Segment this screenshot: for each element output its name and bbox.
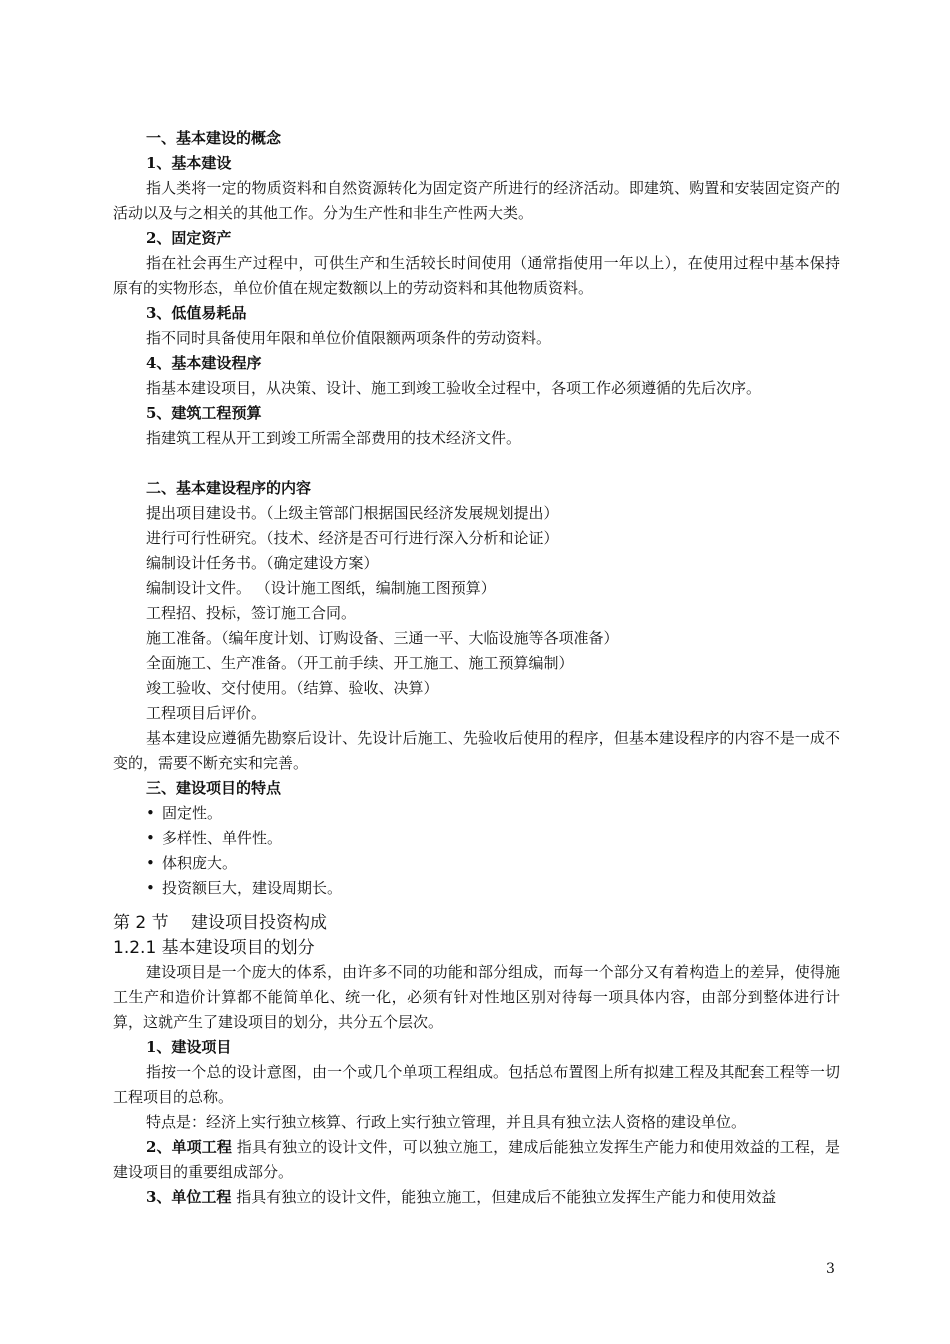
bullet-item — [113, 851, 840, 876]
blank-line — [113, 451, 840, 476]
level-title-inline: 2、单项工程 — [146, 1138, 232, 1156]
section-heading: 一、基本建设的概念 — [146, 129, 282, 147]
chapter-title: 第 2 节 建设项目投资构成 — [113, 913, 328, 933]
procedure-step: 编制设计文件。 （设计施工图纸，编制施工图预算） — [146, 579, 496, 597]
bullet-item — [113, 876, 840, 901]
bullet-text: 多样性、单件性。 — [162, 829, 283, 847]
level-feature: 特点是：经济上实行独立核算、行政上实行独立管理，并且具有独立法人资格的建设单位。 — [146, 1113, 747, 1131]
procedure-step: 编制设计任务书。（确定建设方案） — [146, 554, 379, 572]
bullet-text: 体积庞大。 — [162, 854, 238, 872]
section-heading: 三、建设项目的特点 — [146, 779, 282, 797]
bullet-item — [113, 801, 840, 826]
page-number: 3 — [826, 1261, 835, 1277]
bullet-text: 投资额巨大，建设周期长。 — [162, 879, 343, 897]
level-paragraph — [113, 1135, 840, 1185]
bullet-text: 固定性。 — [162, 804, 223, 822]
procedure-step: 工程招、投标，签订施工合同。 — [146, 604, 357, 622]
term-definition: 指人类将一定的物质资料和自然资源转化为固定资产所进行的经济活动。即建筑、购置和安装固定资产的活动以及与之相关的其他工作。分为生产性和非生产性两大类。 — [113, 179, 840, 222]
level-title-inline: 3、单位工程 — [146, 1188, 232, 1206]
procedure-step: 进行可行性研究。（技术、经济是否可行进行深入分析和论证） — [146, 529, 559, 547]
term-definition: 指不同时具备使用年限和单位价值限额两项条件的劳动资料。 — [146, 329, 552, 347]
term-title: 2、固定资产 — [146, 229, 232, 247]
level-definition-inline: 指具有独立的设计文件，能独立施工，但建成后不能独立发挥生产能力和使用效益 — [231, 1188, 777, 1206]
bullet-icon: • — [146, 829, 155, 847]
procedure-step: 施工准备。（编年度计划、订购设备、三通一平、大临设施等各项准备） — [146, 629, 619, 647]
term-definition: 指建筑工程从开工到竣工所需全部费用的技术经济文件。 — [146, 429, 522, 447]
level-definition-inline: 指具有独立的设计文件，可以独立施工，建成后能独立发挥生产能力和使用效益的工程，是建设项目的重要组成部分。 — [113, 1138, 840, 1181]
term-title: 3、低值易耗品 — [146, 304, 247, 322]
term-title: 4、基本建设程序 — [146, 354, 262, 372]
document-body — [113, 126, 840, 1210]
section-heading: 二、基本建设程序的内容 — [146, 479, 312, 497]
term-title: 1、基本建设 — [146, 154, 232, 172]
bullet-icon: • — [146, 879, 155, 897]
level-definition: 指按一个总的设计意图，由一个或几个单项工程组成。包括总布置图上所有拟建工程及其配套工程等一切工程项目的总称。 — [113, 1063, 840, 1106]
bullet-item — [113, 826, 840, 851]
term-title: 5、建筑工程预算 — [146, 404, 262, 422]
level-title: 1、建设项目 — [146, 1038, 232, 1056]
procedure-step: 竣工验收、交付使用。（结算、验收、决算） — [146, 679, 439, 697]
subsection-title: 1.2.1 基本建设项目的划分 — [113, 938, 315, 958]
procedure-step: 提出项目建设书。（上级主管部门根据国民经济发展规划提出） — [146, 504, 559, 522]
term-definition: 指基本建设项目，从决策、设计、施工到竣工验收全过程中，各项工作必须遵循的先后次序。 — [146, 379, 762, 397]
term-definition: 指在社会再生产过程中，可供生产和生活较长时间使用（通常指使用一年以上），在使用过程中基本保持原有的实物形态，单位价值在规定数额以上的劳动资料和其他物质资料。 — [113, 254, 840, 297]
bullet-icon: • — [146, 854, 155, 872]
level-paragraph — [113, 1185, 840, 1210]
procedure-summary: 基本建设应遵循先勘察后设计、先设计后施工、先验收后使用的程序，但基本建设程序的内容不是一成不变的，需要不断充实和完善。 — [113, 729, 840, 772]
bullet-icon: • — [146, 804, 155, 822]
subsection-intro: 建设项目是一个庞大的体系，由许多不同的功能和部分组成，而每一个部分又有着构造上的差异，使得施工生产和造价计算都不能简单化、统一化，必须有针对性地区别对待每一项具体内容，由部分到整体进行计算，这就产生了建设项目的划分，共分五个层次。 — [113, 963, 840, 1031]
procedure-step: 全面施工、生产准备。（开工前手续、开工施工、施工预算编制） — [146, 654, 574, 672]
procedure-step: 工程项目后评价。 — [146, 704, 267, 722]
